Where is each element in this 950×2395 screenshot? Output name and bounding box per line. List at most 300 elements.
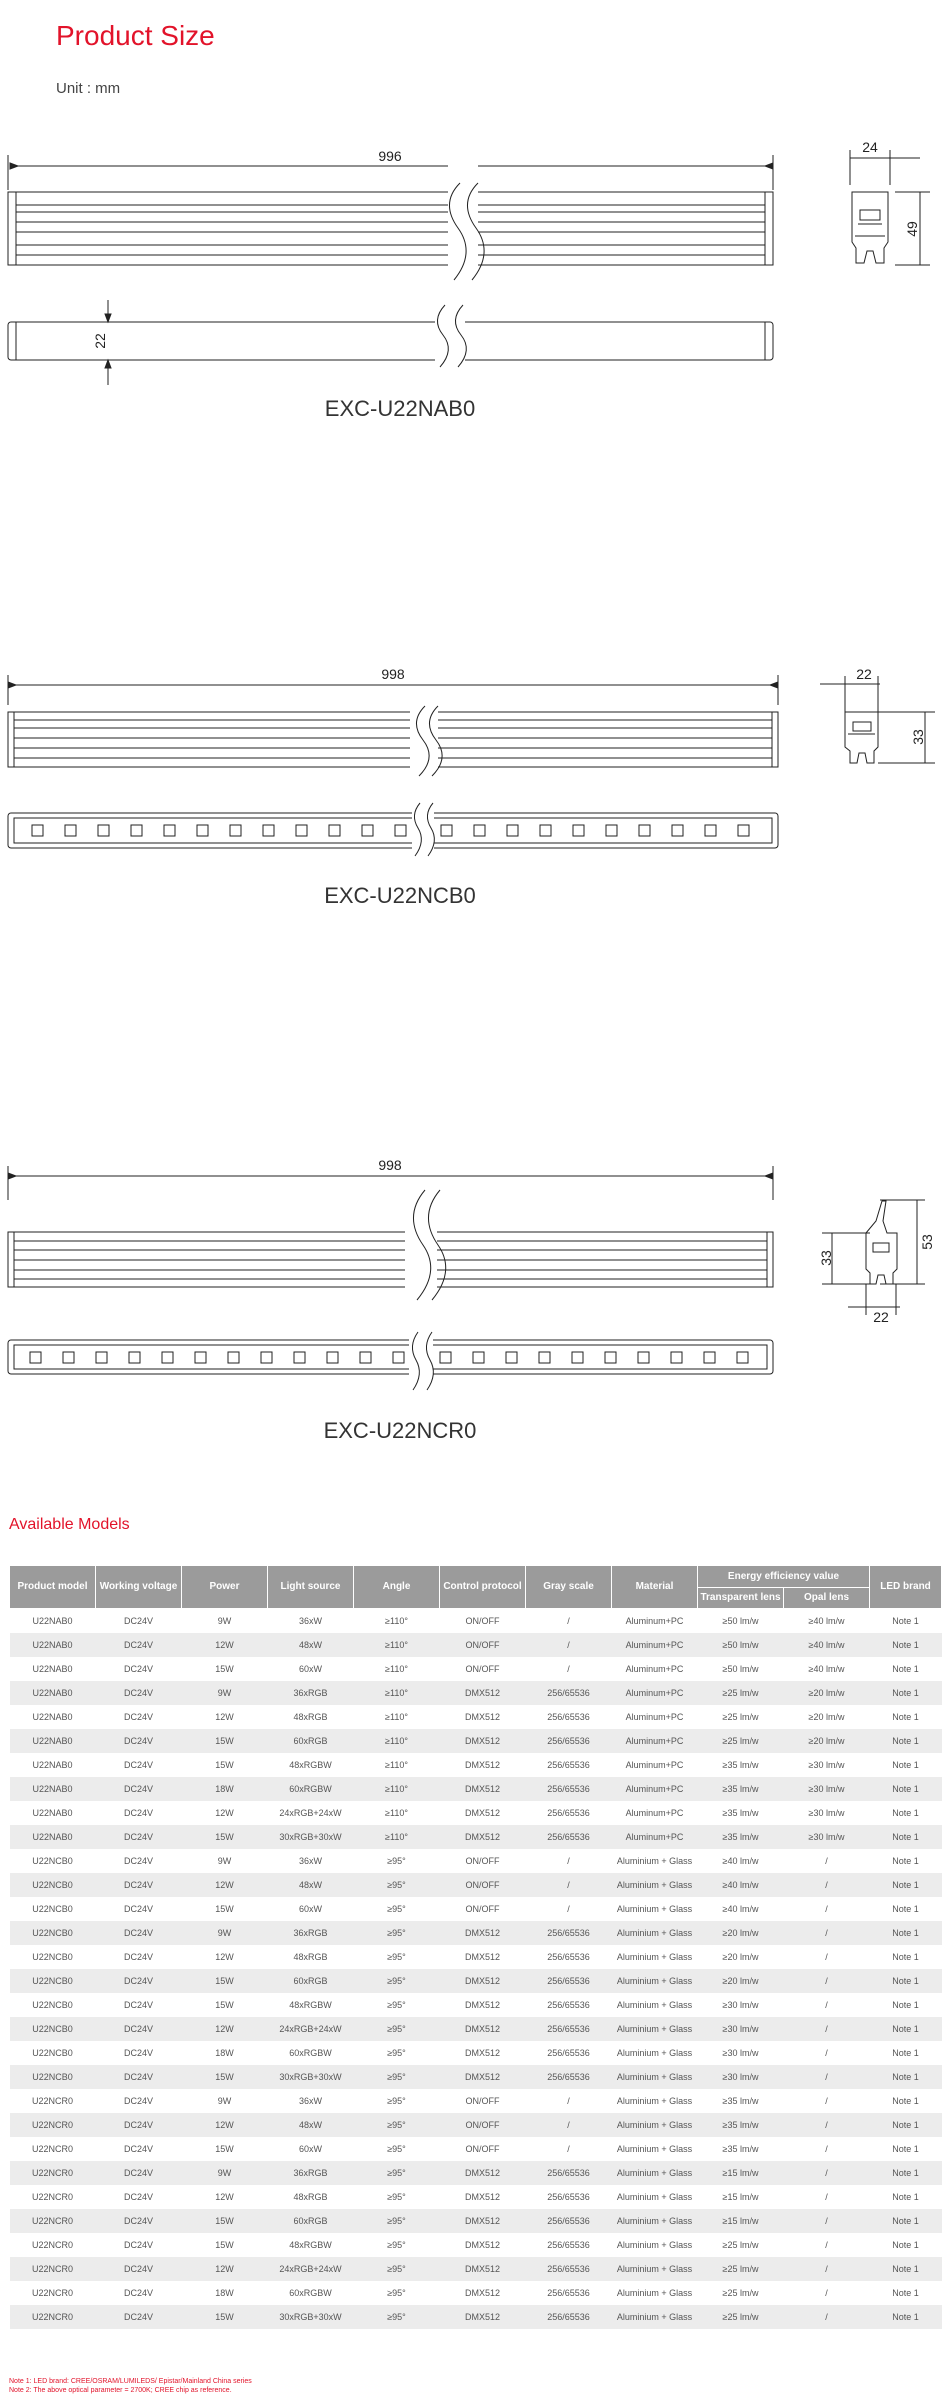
table-cell: Aluminum+PC — [612, 1825, 698, 1849]
table-cell: / — [784, 2305, 870, 2329]
table-cell: 48xW — [268, 1633, 354, 1657]
table-cell: DMX512 — [440, 2065, 526, 2089]
table-cell: ≥110° — [354, 1729, 440, 1753]
table-cell: ≥35 lm/w — [698, 1777, 784, 1801]
table-cell: 60xRGBW — [268, 2281, 354, 2305]
table-cell: ≥30 lm/w — [698, 1993, 784, 2017]
table-row — [10, 1921, 942, 1945]
table-cell: Note 1 — [870, 1657, 942, 1681]
table-cell: ≥20 lm/w — [784, 1729, 870, 1753]
header-gray-scale: Gray scale — [526, 1566, 612, 1609]
table-cell: ≥30 lm/w — [698, 2065, 784, 2089]
table-cell: ≥20 lm/w — [784, 1681, 870, 1705]
table-cell: U22NCB0 — [10, 2041, 96, 2065]
end-width-label: 22 — [856, 666, 872, 682]
table-cell: Aluminium + Glass — [612, 1897, 698, 1921]
table-cell: 256/65536 — [526, 2161, 612, 2185]
table-cell: Note 1 — [870, 1729, 942, 1753]
table-cell: 15W — [182, 2233, 268, 2257]
table-cell: ≥20 lm/w — [698, 1921, 784, 1945]
end-width-label: 22 — [873, 1309, 889, 1325]
table-row — [10, 1633, 942, 1657]
table-cell: U22NCR0 — [10, 2185, 96, 2209]
table-cell: Aluminium + Glass — [612, 2017, 698, 2041]
table-cell: DC24V — [96, 2089, 182, 2113]
length-label: 996 — [378, 148, 402, 164]
end-inner-height-label: 33 — [818, 1250, 834, 1266]
table-cell: 15W — [182, 1825, 268, 1849]
footnotes — [9, 2377, 252, 2395]
table-cell: DMX512 — [440, 1921, 526, 1945]
table-cell: DMX512 — [440, 1705, 526, 1729]
table-cell: Note 1 — [870, 1825, 942, 1849]
table-cell: ≥95° — [354, 1897, 440, 1921]
table-cell: DMX512 — [440, 1969, 526, 1993]
table-row — [10, 1945, 942, 1969]
table-cell: U22NCR0 — [10, 2209, 96, 2233]
table-cell: DC24V — [96, 1633, 182, 1657]
table-cell: Aluminum+PC — [612, 1801, 698, 1825]
table-row — [10, 1897, 942, 1921]
table-cell: DMX512 — [440, 1753, 526, 1777]
table-cell: 15W — [182, 1657, 268, 1681]
header-working-voltage: Working voltage — [96, 1566, 182, 1609]
table-cell: U22NCB0 — [10, 1849, 96, 1873]
table-cell: DMX512 — [440, 2257, 526, 2281]
table-row — [10, 2113, 942, 2137]
table-cell: U22NAB0 — [10, 1609, 96, 1633]
table-cell: DMX512 — [440, 1993, 526, 2017]
table-cell: / — [784, 2209, 870, 2233]
table-cell: ≥95° — [354, 1969, 440, 1993]
table-cell: 15W — [182, 1729, 268, 1753]
table-cell: DMX512 — [440, 2017, 526, 2041]
table-cell: 256/65536 — [526, 1801, 612, 1825]
table-cell: / — [784, 2257, 870, 2281]
table-cell: U22NAB0 — [10, 1753, 96, 1777]
table-cell: 9W — [182, 2161, 268, 2185]
table-cell: DC24V — [96, 1729, 182, 1753]
table-row — [10, 2209, 942, 2233]
table-cell: ≥50 lm/w — [698, 1633, 784, 1657]
table-row — [10, 2161, 942, 2185]
table-cell: 36xRGB — [268, 1921, 354, 1945]
table-cell: ≥40 lm/w — [698, 1849, 784, 1873]
table-cell: ≥40 lm/w — [784, 1633, 870, 1657]
table-cell: DC24V — [96, 2041, 182, 2065]
table-cell: Note 1 — [870, 2233, 942, 2257]
table-cell: DC24V — [96, 2185, 182, 2209]
table-cell: ≥95° — [354, 2137, 440, 2161]
table-cell: 256/65536 — [526, 1681, 612, 1705]
model-name-u22ncr0: EXC-U22NCR0 — [323, 1418, 477, 1443]
table-cell: Note 1 — [870, 1969, 942, 1993]
table-cell: 60xW — [268, 1657, 354, 1681]
table-cell: ON/OFF — [440, 2137, 526, 2161]
table-cell: Aluminium + Glass — [612, 2233, 698, 2257]
table-cell: ≥110° — [354, 1753, 440, 1777]
table-cell: Aluminium + Glass — [612, 1921, 698, 1945]
table-cell: ≥30 lm/w — [698, 2041, 784, 2065]
available-models-heading: Available Models — [9, 1516, 130, 1533]
table-cell: U22NCR0 — [10, 2089, 96, 2113]
table-cell: 18W — [182, 1777, 268, 1801]
table-cell: DC24V — [96, 2161, 182, 2185]
table-cell: 30xRGB+30xW — [268, 1825, 354, 1849]
table-cell: ≥110° — [354, 1801, 440, 1825]
end-height-label: 33 — [910, 729, 926, 745]
table-cell: 12W — [182, 2185, 268, 2209]
table-row — [10, 2041, 942, 2065]
models-table — [9, 1565, 942, 2329]
table-cell: 48xW — [268, 1873, 354, 1897]
table-cell: ≥20 lm/w — [784, 1705, 870, 1729]
header-opal-lens: Opal lens — [784, 1588, 870, 1609]
table-cell: ON/OFF — [440, 1873, 526, 1897]
note-1: Note 1: LED brand: CREE/OSRAM/LUMILEDS/ Epistar/Mainland China series — [9, 2378, 252, 2385]
table-cell: ≥95° — [354, 1945, 440, 1969]
table-row — [10, 1873, 942, 1897]
table-cell: 256/65536 — [526, 2065, 612, 2089]
table-cell: ≥40 lm/w — [784, 1657, 870, 1681]
table-cell: ≥110° — [354, 1681, 440, 1705]
table-row — [10, 2065, 942, 2089]
model-name-u22nab0: EXC-U22NAB0 — [324, 396, 476, 421]
table-cell: DC24V — [96, 1753, 182, 1777]
table-cell: DMX512 — [440, 2233, 526, 2257]
table-row — [10, 1729, 942, 1753]
table-cell: ≥110° — [354, 1825, 440, 1849]
table-cell: 15W — [182, 2065, 268, 2089]
end-width-label: 24 — [862, 139, 878, 155]
table-cell: 60xW — [268, 2137, 354, 2161]
table-cell: ≥25 lm/w — [698, 2233, 784, 2257]
table-row — [10, 1777, 942, 1801]
table-cell: 12W — [182, 1945, 268, 1969]
table-cell: 30xRGB+30xW — [268, 2305, 354, 2329]
table-cell: Note 1 — [870, 2113, 942, 2137]
table-cell: ≥95° — [354, 2113, 440, 2137]
table-cell: 256/65536 — [526, 2233, 612, 2257]
table-cell: 256/65536 — [526, 1729, 612, 1753]
table-cell: 256/65536 — [526, 1825, 612, 1849]
table-cell: DMX512 — [440, 2281, 526, 2305]
table-cell: DMX512 — [440, 1801, 526, 1825]
table-cell: Aluminium + Glass — [612, 2281, 698, 2305]
table-cell: 9W — [182, 1921, 268, 1945]
table-cell: Aluminium + Glass — [612, 1945, 698, 1969]
table-cell: U22NCB0 — [10, 1873, 96, 1897]
table-cell: 36xRGB — [268, 1681, 354, 1705]
table-cell: DC24V — [96, 2065, 182, 2089]
table-cell: Aluminum+PC — [612, 1681, 698, 1705]
table-cell: Note 1 — [870, 1849, 942, 1873]
table-row — [10, 2017, 942, 2041]
table-cell: U22NCR0 — [10, 2137, 96, 2161]
table-cell: U22NCB0 — [10, 2017, 96, 2041]
table-cell: / — [784, 1993, 870, 2017]
table-row — [10, 2137, 942, 2161]
table-cell: 9W — [182, 1849, 268, 1873]
table-cell: / — [784, 1921, 870, 1945]
table-cell: ON/OFF — [440, 1897, 526, 1921]
table-cell: Aluminium + Glass — [612, 2065, 698, 2089]
table-cell: 60xW — [268, 1897, 354, 1921]
table-cell: DMX512 — [440, 1681, 526, 1705]
table-cell: DC24V — [96, 1969, 182, 1993]
table-cell: Aluminium + Glass — [612, 2089, 698, 2113]
table-cell: 256/65536 — [526, 1705, 612, 1729]
table-cell: ON/OFF — [440, 1633, 526, 1657]
table-cell: DC24V — [96, 2233, 182, 2257]
table-cell: 256/65536 — [526, 2185, 612, 2209]
table-cell: ≥95° — [354, 2281, 440, 2305]
table-cell: Aluminum+PC — [612, 1657, 698, 1681]
table-cell: 256/65536 — [526, 2017, 612, 2041]
table-cell: / — [526, 2137, 612, 2161]
table-cell: Aluminum+PC — [612, 1729, 698, 1753]
table-cell: DMX512 — [440, 2041, 526, 2065]
table-cell: U22NCB0 — [10, 1969, 96, 1993]
table-cell: U22NCR0 — [10, 2305, 96, 2329]
table-cell: ≥25 lm/w — [698, 1681, 784, 1705]
table-cell: Note 1 — [870, 2065, 942, 2089]
table-cell: Note 1 — [870, 1801, 942, 1825]
table-cell: DC24V — [96, 1945, 182, 1969]
table-cell: U22NCR0 — [10, 2281, 96, 2305]
table-cell: Note 1 — [870, 1609, 942, 1633]
table-row — [10, 2233, 942, 2257]
table-cell: ≥40 lm/w — [698, 1873, 784, 1897]
table-cell: ≥95° — [354, 1993, 440, 2017]
table-cell: Note 1 — [870, 2137, 942, 2161]
table-cell: 48xRGB — [268, 2185, 354, 2209]
table-cell: DMX512 — [440, 2209, 526, 2233]
table-cell: 15W — [182, 1993, 268, 2017]
table-cell: ≥110° — [354, 1633, 440, 1657]
table-cell: ≥25 lm/w — [698, 1729, 784, 1753]
table-cell: 48xRGBW — [268, 1993, 354, 2017]
table-cell: ≥50 lm/w — [698, 1609, 784, 1633]
table-row — [10, 2185, 942, 2209]
led-row — [32, 825, 749, 836]
table-cell: ≥95° — [354, 2209, 440, 2233]
table-cell: DC24V — [96, 2281, 182, 2305]
header-product-model: Product model — [10, 1566, 96, 1609]
table-cell: 36xW — [268, 1849, 354, 1873]
header-energy-efficiency: Energy efficiency value — [698, 1566, 870, 1588]
page-title: Product Size — [56, 20, 215, 51]
table-cell: ≥30 lm/w — [698, 2017, 784, 2041]
table-cell: DC24V — [96, 2305, 182, 2329]
note-2: Note 2: The above optical parameter = 2700K; CREE chip as reference. — [9, 2387, 232, 2394]
table-cell: / — [784, 2137, 870, 2161]
table-cell: ≥30 lm/w — [784, 1777, 870, 1801]
table-cell: U22NCR0 — [10, 2113, 96, 2137]
table-row — [10, 2257, 942, 2281]
table-row — [10, 1825, 942, 1849]
table-cell: / — [526, 1873, 612, 1897]
table-cell: ON/OFF — [440, 1657, 526, 1681]
table-cell: Note 1 — [870, 1873, 942, 1897]
header-transparent-lens: Transparent lens — [698, 1588, 784, 1609]
table-cell: ≥95° — [354, 2017, 440, 2041]
table-cell: 256/65536 — [526, 1753, 612, 1777]
table-cell: Aluminium + Glass — [612, 2113, 698, 2137]
table-cell: 9W — [182, 1681, 268, 1705]
table-cell: Note 1 — [870, 2161, 942, 2185]
table-cell: ON/OFF — [440, 1849, 526, 1873]
table-cell: U22NCB0 — [10, 1897, 96, 1921]
table-cell: / — [784, 1849, 870, 1873]
table-cell: Note 1 — [870, 2089, 942, 2113]
table-cell: ≥35 lm/w — [698, 1825, 784, 1849]
table-cell: Note 1 — [870, 1681, 942, 1705]
header-power: Power — [182, 1566, 268, 1609]
length-label: 998 — [378, 1157, 402, 1173]
table-cell: U22NCR0 — [10, 2161, 96, 2185]
table-cell: DC24V — [96, 1657, 182, 1681]
table-cell: Note 1 — [870, 1945, 942, 1969]
table-cell: 256/65536 — [526, 2257, 612, 2281]
table-row — [10, 1969, 942, 1993]
table-cell: Note 1 — [870, 2305, 942, 2329]
header-light-source: Light source — [268, 1566, 354, 1609]
table-cell: Aluminium + Glass — [612, 2137, 698, 2161]
table-cell: / — [784, 1897, 870, 1921]
table-cell: 15W — [182, 1897, 268, 1921]
table-cell: DC24V — [96, 2017, 182, 2041]
table-cell: DMX512 — [440, 2161, 526, 2185]
table-cell: Note 1 — [870, 2281, 942, 2305]
table-cell: Note 1 — [870, 1921, 942, 1945]
table-cell: ≥15 lm/w — [698, 2161, 784, 2185]
table-cell: U22NAB0 — [10, 1825, 96, 1849]
table-cell: ≥30 lm/w — [784, 1753, 870, 1777]
table-cell: 256/65536 — [526, 1921, 612, 1945]
table-cell: / — [784, 2017, 870, 2041]
table-cell: ≥95° — [354, 2089, 440, 2113]
table-cell: U22NCR0 — [10, 2233, 96, 2257]
drawing-u22nab0 — [0, 130, 950, 410]
table-cell: DC24V — [96, 2209, 182, 2233]
table-cell: / — [784, 2065, 870, 2089]
table-cell: DMX512 — [440, 2305, 526, 2329]
drawing-u22ncr0 — [0, 1150, 950, 1410]
table-cell: ≥40 lm/w — [698, 1897, 784, 1921]
header-led-brand: LED brand — [870, 1566, 942, 1609]
table-cell: U22NCB0 — [10, 1921, 96, 1945]
table-cell: 48xRGBW — [268, 1753, 354, 1777]
table-cell: U22NAB0 — [10, 1729, 96, 1753]
table-cell: ≥30 lm/w — [784, 1801, 870, 1825]
table-cell: Aluminium + Glass — [612, 1969, 698, 1993]
table-cell: / — [526, 1657, 612, 1681]
table-cell: 256/65536 — [526, 1993, 612, 2017]
table-cell: 256/65536 — [526, 2305, 612, 2329]
table-cell: ≥95° — [354, 2233, 440, 2257]
table-cell: DMX512 — [440, 1777, 526, 1801]
table-cell: 15W — [182, 2305, 268, 2329]
table-cell: ≥110° — [354, 1777, 440, 1801]
table-cell: ≥110° — [354, 1657, 440, 1681]
table-cell: 36xRGB — [268, 2161, 354, 2185]
table-cell: 18W — [182, 2041, 268, 2065]
table-cell: 24xRGB+24xW — [268, 2257, 354, 2281]
table-cell: / — [526, 1609, 612, 1633]
table-cell: Note 1 — [870, 1993, 942, 2017]
table-cell: Aluminum+PC — [612, 1777, 698, 1801]
table-cell: Aluminium + Glass — [612, 2185, 698, 2209]
table-cell: Note 1 — [870, 2041, 942, 2065]
table-cell: 60xRGBW — [268, 1777, 354, 1801]
table-cell: 256/65536 — [526, 1969, 612, 1993]
table-cell: U22NAB0 — [10, 1777, 96, 1801]
table-cell: Aluminium + Glass — [612, 2161, 698, 2185]
table-cell: / — [784, 2185, 870, 2209]
table-cell: DC24V — [96, 1921, 182, 1945]
table-cell: 15W — [182, 2137, 268, 2161]
table-cell: 18W — [182, 2281, 268, 2305]
table-cell: / — [784, 2233, 870, 2257]
table-cell: / — [526, 1849, 612, 1873]
table-cell: DC24V — [96, 1609, 182, 1633]
table-cell: 15W — [182, 1753, 268, 1777]
table-cell: ≥25 lm/w — [698, 2305, 784, 2329]
table-cell: ≥35 lm/w — [698, 1801, 784, 1825]
table-cell: DC24V — [96, 1777, 182, 1801]
table-row — [10, 1993, 942, 2017]
table-row — [10, 1657, 942, 1681]
table-cell: 60xRGB — [268, 1729, 354, 1753]
table-cell: Aluminum+PC — [612, 1633, 698, 1657]
table-cell: DMX512 — [440, 1825, 526, 1849]
table-cell: ≥20 lm/w — [698, 1945, 784, 1969]
header-angle: Angle — [354, 1566, 440, 1609]
table-cell: ON/OFF — [440, 2113, 526, 2137]
table-row — [10, 1705, 942, 1729]
table-cell: DMX512 — [440, 1729, 526, 1753]
table-cell: 24xRGB+24xW — [268, 1801, 354, 1825]
table-cell: 48xRGBW — [268, 2233, 354, 2257]
table-cell: Note 1 — [870, 2185, 942, 2209]
table-cell: Aluminium + Glass — [612, 1849, 698, 1873]
table-cell: Note 1 — [870, 2209, 942, 2233]
table-cell: ≥95° — [354, 1849, 440, 1873]
table-cell: ≥95° — [354, 2185, 440, 2209]
table-row — [10, 2305, 942, 2329]
table-cell: Aluminium + Glass — [612, 2209, 698, 2233]
table-cell: ≥25 lm/w — [698, 1705, 784, 1729]
table-cell: / — [784, 2281, 870, 2305]
table-cell: U22NCB0 — [10, 2065, 96, 2089]
table-cell: 12W — [182, 1873, 268, 1897]
table-cell: DC24V — [96, 1849, 182, 1873]
table-cell: Aluminium + Glass — [612, 2257, 698, 2281]
table-cell: ≥25 lm/w — [698, 2257, 784, 2281]
table-row — [10, 1849, 942, 1873]
table-cell: ≥15 lm/w — [698, 2209, 784, 2233]
table-cell: DC24V — [96, 1801, 182, 1825]
table-cell: Aluminum+PC — [612, 1753, 698, 1777]
table-cell: ≥95° — [354, 2257, 440, 2281]
table-cell: 256/65536 — [526, 2281, 612, 2305]
table-cell: 9W — [182, 2089, 268, 2113]
table-cell: 48xW — [268, 2113, 354, 2137]
table-cell: 24xRGB+24xW — [268, 2017, 354, 2041]
table-cell: ≥35 lm/w — [698, 2089, 784, 2113]
table-cell: ≥95° — [354, 2305, 440, 2329]
